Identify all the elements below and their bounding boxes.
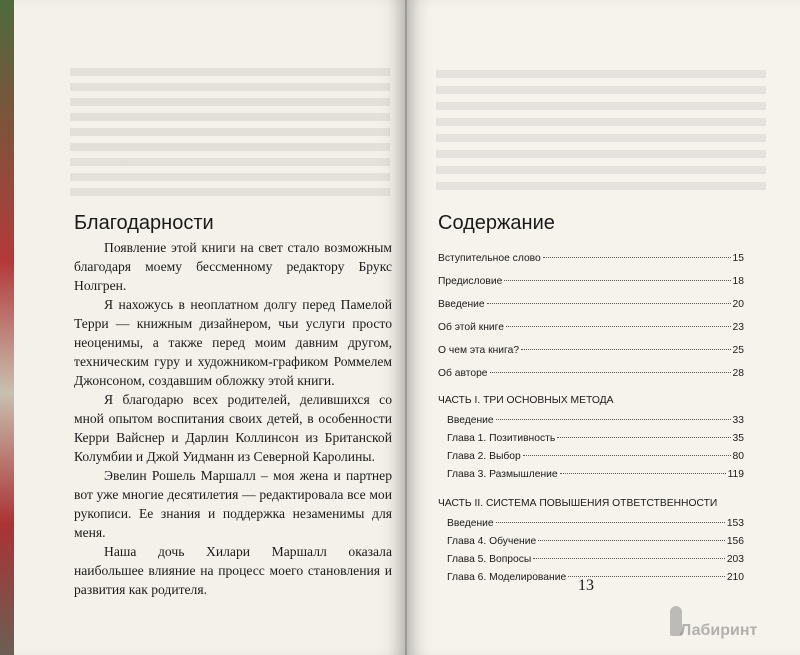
toc-page: 23	[732, 322, 744, 333]
toc-page: 35	[732, 433, 744, 444]
toc-leader	[504, 280, 730, 281]
toc-leader	[543, 257, 731, 258]
paragraph: Я нахожусь в неоплатном долгу перед Памелой Терри — книжным дизайнером, чьи услуги просто неоценимы, а также перед моим давним другом, техническим гуру и художником-графиком Роммелем Джонсоном, создавшим обложку этой книги.	[74, 297, 392, 388]
toc-entry	[438, 322, 744, 345]
page-number: 13	[578, 577, 594, 594]
toc-page: 119	[727, 469, 744, 480]
toc-entry	[438, 253, 744, 276]
paragraph: Появление этой книги на свет стало возможным благодаря моему бессменному редактору Брукс Нолгрен.	[74, 240, 392, 293]
toc-label: Глава 5. Вопросы	[447, 554, 532, 565]
toc-label: Глава 2. Выбор	[447, 451, 521, 462]
toc-page: 25	[732, 345, 744, 356]
book-cover-edge	[0, 0, 14, 655]
bleed-through-text	[70, 68, 390, 198]
toc-entry	[438, 554, 744, 572]
toc-leader	[533, 558, 725, 559]
toc-label: Введение	[438, 299, 485, 310]
toc-label: Глава 6. Моделирование	[447, 572, 567, 583]
toc-entry	[438, 518, 744, 536]
table-of-contents	[438, 253, 744, 590]
page-title: Благодарности	[74, 212, 214, 234]
toc-part-title: ЧАСТЬ I. ТРИ ОСНОВНЫХ МЕТОДА	[438, 395, 614, 406]
toc-label: Вступительное слово	[438, 253, 541, 264]
toc-entry	[438, 415, 744, 433]
contents-title: Содержание	[438, 212, 555, 234]
acknowledgements-text	[74, 238, 392, 599]
bleed-through-text	[436, 70, 766, 190]
toc-label: Глава 4. Обучение	[447, 536, 537, 547]
toc-leader	[557, 437, 730, 438]
toc-entry	[438, 276, 744, 299]
toc-page: 28	[732, 368, 744, 379]
toc-page: 210	[726, 572, 744, 583]
toc-leader	[496, 522, 725, 523]
toc-label: Об авторе	[438, 368, 488, 379]
toc-entry	[438, 433, 744, 451]
toc-page: 20	[732, 299, 744, 310]
toc-page: 18	[732, 276, 744, 287]
toc-entry	[438, 469, 744, 487]
toc-label: Глава 1. Позитивность	[447, 433, 556, 444]
toc-label: Предисловие	[438, 276, 503, 287]
toc-page: 33	[732, 415, 744, 426]
toc-part-title: ЧАСТЬ II. СИСТЕМА ПОВЫШЕНИЯ ОТВЕТСТВЕННОСТИ	[438, 498, 718, 509]
toc-leader	[523, 455, 731, 456]
toc-leader	[560, 473, 726, 474]
toc-entry	[438, 299, 744, 322]
toc-page: 153	[726, 518, 744, 529]
paragraph: Эвелин Рошель Маршалл – моя жена и партнер вот уже многие десятилетия — редактировала все мои рукописи. Ее знания и поддержка незаменимы для меня.	[74, 468, 392, 540]
toc-leader	[490, 372, 731, 373]
toc-entry	[438, 368, 744, 391]
toc-entry	[438, 536, 744, 554]
toc-label: Об этой книге	[438, 322, 504, 333]
toc-page: 80	[732, 451, 744, 462]
paragraph: Я благодарю всех родителей, делившихся со мной опытом воспитания своих детей, в особенности Керри Вайснер и Дарлин Коллинсон из Британской Колумбии и Джой Уидманн из Северной Каролины.	[74, 392, 392, 464]
toc-leader	[521, 349, 730, 350]
toc-page: 203	[726, 554, 744, 565]
toc-entry	[438, 345, 744, 368]
watermark: Лабиринт	[680, 622, 758, 639]
paragraph: Наша дочь Хилари Маршалл оказала наибольшее влияние на процесс моего становления и развития как родителя.	[74, 544, 392, 597]
toc-page: 15	[732, 253, 744, 264]
toc-leader	[496, 419, 731, 420]
toc-leader	[506, 326, 731, 327]
book-spine	[405, 0, 407, 655]
toc-leader	[487, 303, 731, 304]
toc-label: О чем эта книга?	[438, 345, 520, 356]
toc-leader	[538, 540, 725, 541]
toc-label: Введение	[447, 518, 494, 529]
toc-label: Введение	[447, 415, 494, 426]
toc-label: Глава 3. Размышление	[447, 469, 558, 480]
toc-entry	[438, 451, 744, 469]
toc-page: 156	[726, 536, 744, 547]
